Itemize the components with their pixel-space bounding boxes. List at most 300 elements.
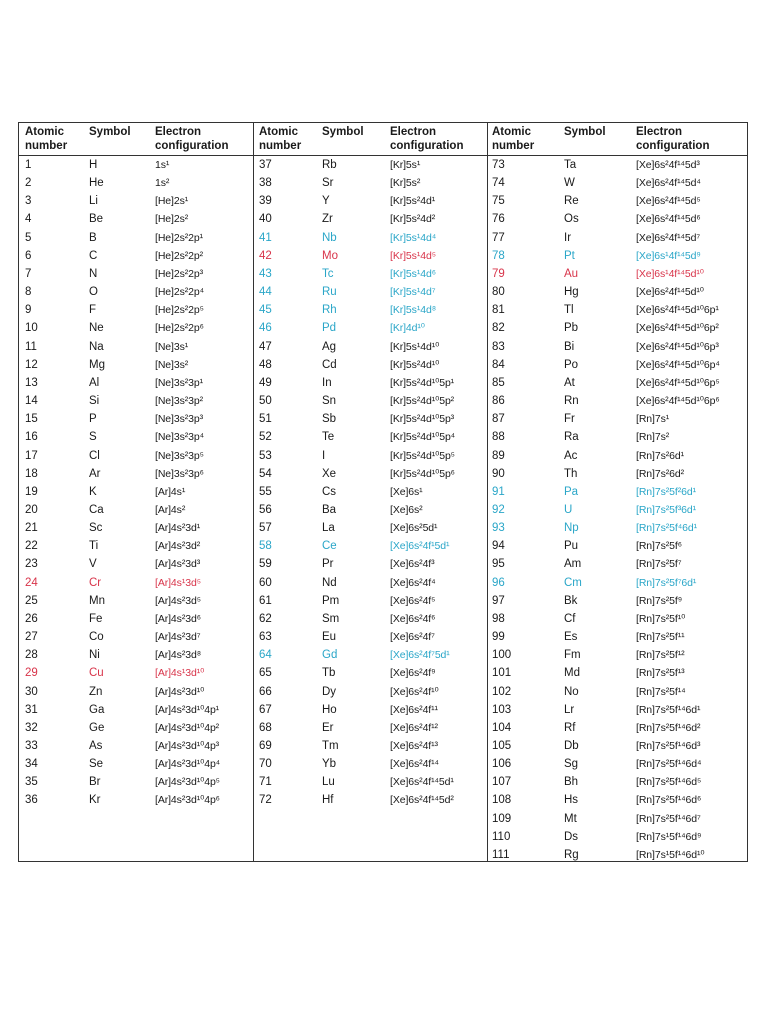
symbol-cell: Mo [322,249,338,262]
symbol-cell: Au [564,267,579,280]
table-row [254,428,488,446]
table-row [254,555,488,573]
table-row [488,465,748,483]
atomic-number-cell: 49 [259,376,272,389]
symbol-cell: Fe [89,612,103,625]
table-row [254,410,488,428]
symbol-cell: Cd [322,358,337,371]
symbol-cell: Np [564,522,579,535]
configuration-cell: [Xe]6s²4f¹5d¹ [390,540,450,553]
configuration-cell: [Xe]6s²4f¹⁴5d¹⁰ [636,286,704,299]
atomic-number-cell: 32 [25,721,38,734]
table-row [254,356,488,374]
configuration-cell: [Xe]6s²4f¹⁴5d¹ [390,776,454,789]
configuration-cell: [Xe]6s²4f¹⁴ [390,758,439,771]
table-column-2 [253,123,488,861]
table-row [254,519,488,537]
table-row [19,574,253,592]
header-number-label: number [25,140,68,152]
table-row [19,664,253,682]
atomic-number-cell: 3 [25,195,32,208]
symbol-cell: Bi [564,340,575,353]
atomic-number-cell: 39 [259,195,272,208]
atomic-number-cell: 47 [259,340,272,353]
table-row [488,156,748,174]
header-electron-configuration [636,125,709,153]
table-row [488,374,748,392]
atomic-number-cell: 72 [259,794,272,807]
configuration-cell: [Rn]7s²5f⁷6d¹ [636,576,697,589]
header-electron-label: Electron [155,126,202,138]
configuration-cell: [Ne]3s²3p⁶ [155,467,204,480]
configuration-cell: [Xe]6s²4f¹⁰ [390,685,439,698]
symbol-cell: Dy [322,685,337,698]
table-row [254,701,488,719]
atomic-number-cell: 70 [259,758,272,771]
table-row [19,501,253,519]
configuration-cell: [Rn]7s²5f¹⁴6d³ [636,740,701,752]
atomic-number-cell: 67 [259,703,272,716]
configuration-cell: [Xe]6s²4f¹⁴5d¹⁰6p² [636,322,719,335]
header-configuration-label: configuration [390,140,464,152]
table-row [254,683,488,701]
configuration-cell: [Xe]6s²4f¹⁴5d¹⁰6p³ [636,340,719,353]
table-row [254,210,488,228]
table-row [488,483,748,501]
configuration-cell: [Xe]6s²4f¹⁴5d⁶ [636,213,701,226]
symbol-cell: Ba [322,503,337,516]
atomic-number-cell: 28 [25,649,38,662]
table-row [19,319,253,337]
symbol-cell: H [89,159,98,171]
atomic-number-cell: 89 [492,449,505,462]
symbol-cell: Nb [322,231,337,244]
table-row [488,628,748,646]
symbol-cell: Ag [322,340,337,353]
table-row [488,574,748,592]
atomic-number-cell: 19 [25,485,38,498]
symbol-cell: Re [564,195,579,208]
configuration-cell: [Rn]7s²5f⁶ [636,540,682,553]
configuration-cell: [Rn]7s²5f²6d¹ [636,485,696,498]
configuration-cell: [Rn]7s²5f¹⁴6d² [636,721,701,734]
symbol-cell: Ti [89,540,99,553]
table-row [19,338,253,356]
header-symbol: Symbol [322,126,364,138]
configuration-cell: [Kr]5s¹4d⁷ [390,286,436,299]
table-row [488,664,748,682]
table-row [488,283,748,301]
symbol-cell: Na [89,340,104,353]
symbol-cell: Po [564,358,579,371]
table-row [488,719,748,737]
symbol-cell: Ca [89,503,104,516]
symbol-cell: Yb [322,758,337,771]
configuration-cell: [Ar]4s²3d¹⁰4p⁶ [155,794,220,807]
atomic-number-cell: 30 [25,685,38,698]
symbol-cell: Mg [89,358,105,371]
symbol-cell: Eu [322,631,337,644]
symbol-cell: Sb [322,413,337,426]
table-rows [254,156,488,810]
configuration-cell: [Xe]6s²4f⁹ [390,667,436,680]
table-row [19,174,253,192]
atomic-number-cell: 95 [492,558,505,571]
table-row [488,192,748,210]
configuration-cell: [Xe]6s²4f¹³ [390,740,438,752]
atomic-number-cell: 94 [492,540,505,553]
atomic-number-cell: 25 [25,594,38,607]
configuration-cell: [Kr]5s²4d¹⁰5p⁴ [390,431,456,444]
symbol-cell: Pb [564,322,579,335]
configuration-cell: [Xe]6s²4f⁷5d¹ [390,649,450,662]
atomic-number-cell: 101 [492,667,512,680]
atomic-number-cell: 60 [259,576,272,589]
configuration-cell: [Rn]7s²5f¹⁰ [636,612,686,625]
configuration-cell: [Xe]6s¹ [390,485,423,498]
atomic-number-cell: 22 [25,540,38,553]
header-atomic-number [259,125,301,153]
atomic-number-cell: 52 [259,431,272,444]
configuration-cell: [Xe]6s¹4f¹⁴5d¹⁰ [636,267,704,280]
symbol-cell: Tb [322,667,336,680]
atomic-number-cell: 2 [25,177,32,190]
symbol-cell: Cm [564,576,582,589]
configuration-cell: [Xe]6s²4f¹⁴5d¹⁰6p⁴ [636,358,720,371]
table-row [254,192,488,210]
table-row [488,791,748,809]
symbol-cell: Pt [564,249,575,262]
atomic-number-cell: 51 [259,413,272,426]
symbol-cell: Sn [322,395,337,408]
atomic-number-cell: 78 [492,249,505,262]
table-row [254,755,488,773]
atomic-number-cell: 96 [492,576,505,589]
table-row [488,737,748,755]
configuration-cell: [Ar]4s¹ [155,485,186,498]
atomic-number-cell: 102 [492,685,512,698]
symbol-cell: P [89,413,97,426]
symbol-cell: S [89,431,97,444]
table-row [488,301,748,319]
symbol-cell: Pu [564,540,579,553]
column-header [488,123,748,156]
atomic-number-cell: 5 [25,231,32,244]
atomic-number-cell: 37 [259,159,272,171]
atomic-number-cell: 13 [25,376,38,389]
table-row [254,737,488,755]
atomic-number-cell: 69 [259,740,272,752]
header-number-label: number [492,140,535,152]
table-row [488,755,748,773]
symbol-cell: Sc [89,522,103,535]
symbol-cell: No [564,685,579,698]
configuration-cell: [Rn]7s¹5f¹⁴6d⁹ [636,830,702,843]
configuration-cell: [He]2s² [155,213,189,226]
table-row [488,519,748,537]
atomic-number-cell: 53 [259,449,272,462]
header-electron-label: Electron [636,126,683,138]
table-row [254,156,488,174]
symbol-cell: Pm [322,594,340,607]
configuration-cell: [Xe]6s²5d¹ [390,522,438,535]
atomic-number-cell: 107 [492,776,512,789]
atomic-number-cell: 12 [25,358,38,371]
configuration-cell: [Ar]4s²3d³ [155,558,201,571]
symbol-cell: U [564,503,573,516]
symbol-cell: Md [564,667,580,680]
symbol-cell: Ga [89,703,105,716]
configuration-cell: [Rn]7s²5f¹⁴6d⁴ [636,758,702,771]
configuration-cell: [Xe]6s²4f⁶ [390,612,436,625]
atomic-number-cell: 55 [259,485,272,498]
configuration-cell: [Ar]4s²3d⁶ [155,612,201,625]
symbol-cell: Ir [564,231,572,244]
header-atomic-number [492,125,534,153]
table-row [254,501,488,519]
atomic-number-cell: 38 [259,177,272,190]
table-row [254,301,488,319]
symbol-cell: Pa [564,485,579,498]
table-row [19,210,253,228]
table-row [488,229,748,247]
symbol-cell: Gd [322,649,338,662]
configuration-cell: [Kr]5s²4d¹⁰5p⁵ [390,449,455,462]
atomic-number-cell: 34 [25,758,38,771]
table-row [19,447,253,465]
atomic-number-cell: 105 [492,740,512,752]
table-row [488,265,748,283]
configuration-cell: [Xe]6s²4f¹⁴5d¹⁰6p¹ [636,304,719,317]
table-row [19,301,253,319]
configuration-cell: [Ar]4s²3d¹ [155,522,201,535]
table-row [19,628,253,646]
atomic-number-cell: 75 [492,195,505,208]
atomic-number-cell: 61 [259,594,272,607]
symbol-cell: Lu [322,776,335,789]
symbol-cell: Ds [564,830,579,843]
configuration-cell: [Rn]7s²5f¹⁴6d⁶ [636,794,702,807]
configuration-cell: [Kr]5s²4d¹⁰5p³ [390,413,455,426]
table-row [19,356,253,374]
configuration-cell: [Kr]5s¹4d⁴ [390,231,437,244]
table-row [19,646,253,664]
symbol-cell: F [89,304,97,317]
table-row [488,610,748,628]
header-atomic-number [25,125,67,153]
atomic-number-cell: 84 [492,358,505,371]
atomic-number-cell: 97 [492,594,505,607]
table-row [488,210,748,228]
table-row [19,737,253,755]
symbol-cell: Rg [564,848,579,861]
atomic-number-cell: 82 [492,322,505,335]
table-row [19,483,253,501]
configuration-cell: [Ar]4s¹3d⁵ [155,576,201,589]
header-symbol: Symbol [564,126,606,138]
symbol-cell: Co [89,631,104,644]
configuration-cell: [Xe]6s²4f¹⁴5d⁷ [636,231,701,244]
table-row [254,592,488,610]
symbol-cell: Ge [89,721,105,734]
table-row [254,664,488,682]
atomic-number-cell: 1 [25,159,32,171]
configuration-cell: [He]2s²2p⁶ [155,322,204,335]
table-row [254,773,488,791]
atomic-number-cell: 50 [259,395,272,408]
configuration-cell: [Xe]6s²4f⁷ [390,631,435,644]
table-row [19,428,253,446]
table-row [488,773,748,791]
table-row [19,465,253,483]
symbol-cell: Bk [564,594,578,607]
configuration-cell: [Kr]5s²4d¹⁰5p⁶ [390,467,455,480]
symbol-cell: Tc [322,267,334,280]
atomic-number-cell: 10 [25,322,38,335]
table-row [19,156,253,174]
configuration-cell: 1s² [155,177,170,190]
atomic-number-cell: 90 [492,467,505,480]
symbol-cell: Cf [564,612,576,625]
table-row [488,683,748,701]
column-header [254,123,488,156]
atomic-number-cell: 100 [492,649,512,662]
atomic-number-cell: 98 [492,612,505,625]
symbol-cell: Al [89,376,100,389]
atomic-number-cell: 64 [259,649,272,662]
configuration-cell: [Ne]3s²3p³ [155,413,204,426]
configuration-cell: [Rn]7s¹ [636,413,670,426]
symbol-cell: Mt [564,812,577,825]
atomic-number-cell: 43 [259,267,272,280]
atomic-number-cell: 54 [259,467,272,480]
atomic-number-cell: 76 [492,213,505,226]
atomic-number-cell: 83 [492,340,505,353]
header-electron-label: Electron [390,126,437,138]
configuration-cell: [Kr]5s²4d¹⁰5p² [390,395,455,408]
symbol-cell: Tl [564,304,574,317]
atomic-number-cell: 62 [259,612,272,625]
atomic-number-cell: 42 [259,249,272,262]
atomic-number-cell: 7 [25,267,32,280]
symbol-cell: Zr [322,213,333,226]
configuration-cell: [Kr]5s²4d¹ [390,195,436,208]
configuration-cell: [Xe]6s²4f¹¹ [390,703,438,716]
table-row [254,229,488,247]
symbol-cell: Ne [89,322,104,335]
table-row [488,810,748,828]
atomic-number-cell: 63 [259,631,272,644]
atomic-number-cell: 66 [259,685,272,698]
symbol-cell: Hf [322,794,334,807]
symbol-cell: Kr [89,794,101,807]
configuration-cell: [Rn]7s² [636,431,670,444]
header-electron-configuration [155,125,228,153]
atomic-number-cell: 45 [259,304,272,317]
configuration-cell: [Xe]6s²4f¹² [390,721,438,734]
table-row [488,319,748,337]
symbol-cell: Hs [564,794,579,807]
atomic-number-cell: 74 [492,177,505,190]
configuration-cell: [Rn]7s²5f³6d¹ [636,503,696,516]
symbol-cell: Er [322,721,334,734]
configuration-cell: [Ne]3s²3p⁵ [155,449,204,462]
table-row [254,610,488,628]
table-row [254,447,488,465]
table-rows [488,156,748,864]
atomic-number-cell: 41 [259,231,272,244]
configuration-cell: [Ar]4s²3d⁸ [155,649,202,662]
configuration-cell: [Rn]7s²5f¹⁴ [636,685,686,698]
atomic-number-cell: 108 [492,794,512,807]
table-row [254,392,488,410]
atomic-number-cell: 91 [492,485,505,498]
table-row [19,610,253,628]
configuration-cell: [Kr]5s² [390,177,421,190]
symbol-cell: Es [564,631,578,644]
symbol-cell: Xe [322,467,337,480]
atomic-number-cell: 81 [492,304,505,317]
atomic-number-cell: 21 [25,522,38,535]
configuration-cell: [Kr]5s²4d¹⁰ [390,358,440,371]
atomic-number-cell: 11 [25,340,37,353]
symbol-cell: At [564,376,575,389]
table-row [488,174,748,192]
atomic-number-cell: 56 [259,503,272,516]
configuration-cell: [Ar]4s¹3d¹⁰ [155,667,205,680]
configuration-cell: [Rn]7s²5f⁷ [636,558,682,571]
configuration-cell: [Rn]7s²5f¹⁴6d¹ [636,703,701,716]
table-row [488,846,748,864]
atomic-number-cell: 40 [259,213,272,226]
atomic-number-cell: 35 [25,776,38,789]
configuration-cell: [He]2s¹ [155,195,189,208]
configuration-cell: [Kr]5s¹4d⁸ [390,304,437,317]
symbol-cell: Fr [564,413,575,426]
header-atomic-label: Atomic [25,126,64,138]
atomic-number-cell: 31 [25,703,38,716]
atomic-number-cell: 36 [25,794,38,807]
symbol-cell: N [89,267,98,280]
configuration-cell: [Rn]7s²5f⁴6d¹ [636,522,697,535]
symbol-cell: Pr [322,558,334,571]
atomic-number-cell: 79 [492,267,505,280]
table-row [254,574,488,592]
atomic-number-cell: 16 [25,431,38,444]
atomic-number-cell: 46 [259,322,272,335]
table-row [19,374,253,392]
atomic-number-cell: 104 [492,721,512,734]
table-row [254,791,488,809]
symbol-cell: Tm [322,740,339,752]
atomic-number-cell: 6 [25,249,32,262]
symbol-cell: La [322,522,335,535]
configuration-cell: [Ar]4s²3d¹⁰4p² [155,721,220,734]
header-configuration-label: configuration [636,140,710,152]
atomic-number-cell: 111 [492,848,510,861]
table-row [488,447,748,465]
symbol-cell: K [89,485,97,498]
configuration-cell: [He]2s²2p² [155,249,204,262]
header-configuration-label: configuration [155,140,229,152]
table-row [19,555,253,573]
atomic-number-cell: 73 [492,159,505,171]
configuration-cell: [Ar]4s²3d² [155,540,201,553]
symbol-cell: Se [89,758,104,771]
configuration-cell: [Ne]3s¹ [155,340,189,353]
configuration-cell: [Kr]5s¹4d¹⁰ [390,340,440,353]
configuration-cell: [Xe]6s¹4f¹⁴5d⁹ [636,249,701,262]
